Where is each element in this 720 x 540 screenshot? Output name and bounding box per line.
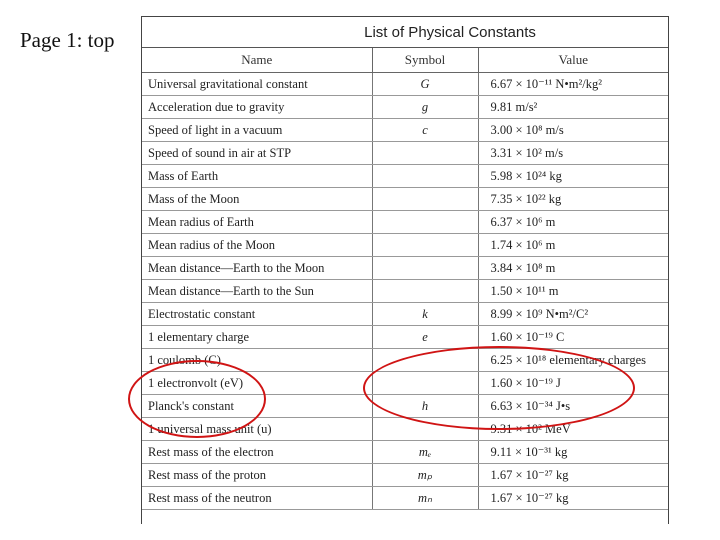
cell-name: Speed of sound in air at STP [142, 142, 372, 165]
cell-symbol [372, 234, 478, 257]
cell-name: Mean distance—Earth to the Moon [142, 257, 372, 280]
cell-name: Electrostatic constant [142, 303, 372, 326]
page-label: Page 1: top [20, 28, 115, 52]
cell-value: 9.31 × 10² MeV [478, 418, 668, 441]
cell-name: Mean distance—Earth to the Sun [142, 280, 372, 303]
table-title: List of Physical Constants [142, 17, 668, 48]
cell-value: 6.67 × 10⁻¹¹ N•m²/kg² [478, 73, 668, 96]
cell-symbol: g [372, 96, 478, 119]
cell-name: Speed of light in a vacuum [142, 119, 372, 142]
cell-value: 1.74 × 10⁶ m [478, 234, 668, 257]
cell-name: Acceleration due to gravity [142, 96, 372, 119]
table-row [142, 165, 668, 188]
cell-value: 3.31 × 10² m/s [478, 142, 668, 165]
cell-value: 8.99 × 10⁹ N•m²/C² [478, 303, 668, 326]
cell-name: Mass of the Moon [142, 188, 372, 211]
constants-grid [142, 48, 668, 510]
cell-value: 1.67 × 10⁻²⁷ kg [478, 464, 668, 487]
cell-value: 3.00 × 10⁸ m/s [478, 119, 668, 142]
cell-name: 1 coulomb (C) [142, 349, 372, 372]
cell-value: 1.50 × 10¹¹ m [478, 280, 668, 303]
cell-symbol [372, 257, 478, 280]
physical-constants-table [141, 16, 669, 524]
cell-value: 1.60 × 10⁻¹⁹ C [478, 326, 668, 349]
cell-symbol [372, 188, 478, 211]
cell-value: 6.25 × 10¹⁸ elementary charges [478, 349, 668, 372]
table-row [142, 326, 668, 349]
cell-value: 1.67 × 10⁻²⁷ kg [478, 487, 668, 510]
cell-name: Universal gravitational constant [142, 73, 372, 96]
cell-name: 1 elementary charge [142, 326, 372, 349]
table-row [142, 73, 668, 96]
header-name: Name [142, 48, 372, 73]
cell-value: 6.37 × 10⁶ m [478, 211, 668, 234]
cell-value: 9.81 m/s² [478, 96, 668, 119]
table-row [142, 119, 668, 142]
cell-name: Mass of Earth [142, 165, 372, 188]
table-row [142, 234, 668, 257]
cell-value: 7.35 × 10²² kg [478, 188, 668, 211]
cell-symbol: mₚ [372, 464, 478, 487]
cell-symbol: e [372, 326, 478, 349]
cell-value: 1.60 × 10⁻¹⁹ J [478, 372, 668, 395]
cell-symbol [372, 165, 478, 188]
cell-value: 5.98 × 10²⁴ kg [478, 165, 668, 188]
cell-name: Rest mass of the proton [142, 464, 372, 487]
cell-symbol: h [372, 395, 478, 418]
cell-name: Rest mass of the electron [142, 441, 372, 464]
table-row [142, 142, 668, 165]
cell-name: Mean radius of Earth [142, 211, 372, 234]
table-row [142, 303, 668, 326]
cell-symbol: G [372, 73, 478, 96]
header-symbol: Symbol [372, 48, 478, 73]
annotation-circle-values [363, 346, 635, 430]
cell-symbol [372, 280, 478, 303]
cell-value: 9.11 × 10⁻³¹ kg [478, 441, 668, 464]
table-row [142, 257, 668, 280]
table-row [142, 280, 668, 303]
cell-value: 6.63 × 10⁻³⁴ J•s [478, 395, 668, 418]
cell-name: 1 electronvolt (eV) [142, 372, 372, 395]
table-row [142, 441, 668, 464]
cell-name: Rest mass of the neutron [142, 487, 372, 510]
cell-symbol: mₙ [372, 487, 478, 510]
table-row [142, 188, 668, 211]
table-row [142, 487, 668, 510]
header-row [142, 48, 668, 73]
cell-value: 3.84 × 10⁸ m [478, 257, 668, 280]
cell-name: Mean radius of the Moon [142, 234, 372, 257]
cell-symbol [372, 142, 478, 165]
table-row [142, 464, 668, 487]
cell-symbol: mₑ [372, 441, 478, 464]
table-row [142, 96, 668, 119]
cell-name: 1 universal mass unit (u) [142, 418, 372, 441]
table-row [142, 211, 668, 234]
cell-name: Planck's constant [142, 395, 372, 418]
annotation-circle-names [128, 360, 266, 438]
cell-symbol [372, 211, 478, 234]
cell-symbol: k [372, 303, 478, 326]
header-value: Value [478, 48, 668, 73]
cell-symbol: c [372, 119, 478, 142]
